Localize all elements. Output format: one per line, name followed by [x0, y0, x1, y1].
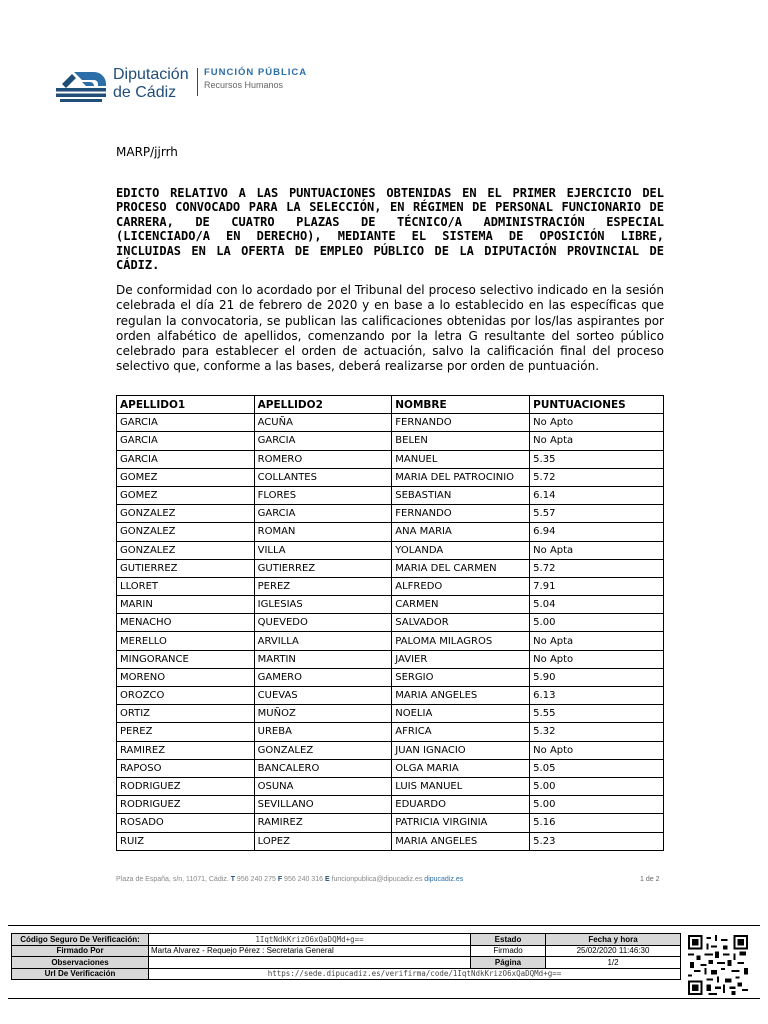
cell-apellido2: GAMERO [254, 668, 392, 686]
cell-apellido1: PEREZ [117, 723, 255, 741]
cell-nombre: YOLANDA [392, 541, 530, 559]
signature-table [11, 933, 681, 980]
edict-title: EDICTO RELATIVO A LAS PUNTUACIONES OBTENIDAS EN EL PRIMER EJERCICIO DEL PROCESO CONVOCADO PARA LA SELECCIÓN, EN RÉGIMEN DE PERSONAL FUNCIONARIO DE CARRERA, DE CUATRO PLAZAS DE TÉCNICO/A ADMINISTRACIÓN ESPECIAL (LICENCIADO/A EN DERECHO), MEDIANTE EL SISTEMA DE OPOSICIÓN LIBRE, INCLUIDAS EN LA OFERTA DE EMPLEO PÚBLICO DE LA DIPUTACIÓN PROVINCIAL DE CÁDIZ. [116, 186, 664, 273]
logo-line1: Diputación [113, 66, 189, 83]
verification-url[interactable]: https://sede.dipucadiz.es/verifirma/code/1IqtNdkKrizO6xQaDQMd+g== [149, 968, 681, 980]
email-label: E [324, 876, 330, 883]
csv-value: 1IqtNdkKrizO6xQaDQMd+g== [149, 934, 471, 946]
cell-puntuacion: No Apta [530, 632, 664, 650]
cell-nombre: MARIA DEL PATROCINIO [392, 468, 530, 486]
cell-apellido1: RAPOSO [117, 759, 255, 777]
cell-nombre: OLGA MARIA [392, 759, 530, 777]
cell-puntuacion: 5.35 [530, 450, 664, 468]
cell-apellido1: OROZCO [117, 687, 255, 705]
table-row [117, 486, 664, 504]
observaciones-label: Observaciones [12, 957, 149, 969]
cell-apellido2: PEREZ [254, 577, 392, 595]
cell-puntuacion: 5.23 [530, 832, 664, 850]
edict-body: De conformidad con lo acordado por el Tribunal del proceso selectivo indicado en la sesión celebrada el día 21 de febrero de 2020 y en base a lo establecido en las específicas que regulan la convocatoria, se publican las calificaciones obtenidas por los/las aspirantes por orden alfabético de apellidos, comenzando por la letra G resultante del sorteo público celebrado para establecer el orden de actuación, salvo la calificación final del proceso selectivo que, conforme a las bases, deberá realizarse por orden de puntuación. [116, 283, 664, 374]
cell-nombre: MARIA ANGELES [392, 687, 530, 705]
pagina-value: 1/2 [546, 957, 681, 969]
cell-nombre: MARIA DEL CARMEN [392, 559, 530, 577]
cell-nombre: SALVADOR [392, 614, 530, 632]
cell-apellido1: MINGORANCE [117, 650, 255, 668]
col-nombre: NOMBRE [392, 396, 530, 414]
cell-puntuacion: No Apto [530, 414, 664, 432]
table-row [117, 741, 664, 759]
cell-puntuacion: No Apto [530, 741, 664, 759]
cell-apellido1: GARCIA [117, 414, 255, 432]
cell-puntuacion: 5.57 [530, 505, 664, 523]
fecha-value: 25/02/2020 11:46:30 [546, 945, 681, 957]
cell-puntuacion: 5.32 [530, 723, 664, 741]
email: funcionpublica@dipucadiz.es [331, 876, 423, 883]
cell-nombre: BELEN [392, 432, 530, 450]
col-apellido1: APELLIDO1 [117, 396, 255, 414]
cell-apellido1: MARIN [117, 596, 255, 614]
table-row [117, 796, 664, 814]
phone-label: T [230, 876, 235, 883]
table-row [117, 541, 664, 559]
cell-nombre: NOELIA [392, 705, 530, 723]
cell-puntuacion: 5.72 [530, 468, 664, 486]
table-row [117, 577, 664, 595]
letterhead [56, 62, 356, 106]
cell-nombre: ANA MARIA [392, 523, 530, 541]
cell-apellido1: GUTIERREZ [117, 559, 255, 577]
cell-apellido1: MENACHO [117, 614, 255, 632]
cell-nombre: MANUEL [392, 450, 530, 468]
department-name: FUNCIÓN PÚBLICA [204, 67, 308, 78]
cell-apellido1: MERELLO [117, 632, 255, 650]
cell-apellido2: GARCIA [254, 505, 392, 523]
cell-nombre: JUAN IGNACIO [392, 741, 530, 759]
cell-apellido1: GONZALEZ [117, 523, 255, 541]
cell-apellido2: SEVILLANO [254, 796, 392, 814]
cell-puntuacion: No Apta [530, 432, 664, 450]
logo-divider [197, 68, 198, 96]
table-row [117, 687, 664, 705]
cell-apellido2: MUÑOZ [254, 705, 392, 723]
cell-nombre: FERNANDO [392, 414, 530, 432]
page-number: 1 de 2 [640, 876, 660, 883]
col-apellido2: APELLIDO2 [254, 396, 392, 414]
cell-puntuacion: No Apta [530, 541, 664, 559]
diputacion-logo-icon [56, 68, 106, 102]
department-block [204, 67, 307, 90]
cell-nombre: CARMEN [392, 596, 530, 614]
table-row [117, 432, 664, 450]
observaciones-value [149, 957, 471, 969]
cell-nombre: PALOMA MILAGROS [392, 632, 530, 650]
cell-puntuacion: 5.90 [530, 668, 664, 686]
document-reference: MARP/jjrrh [116, 145, 178, 159]
cell-apellido2: VILLA [254, 541, 392, 559]
cell-apellido1: RODRIGUEZ [117, 777, 255, 795]
csv-label: Código Seguro De Verificación: [12, 934, 149, 946]
col-puntuaciones: PUNTUACIONES [530, 396, 664, 414]
table-row [117, 505, 664, 523]
cell-nombre: PATRICIA VIRGINIA [392, 814, 530, 832]
table-row [117, 668, 664, 686]
cell-apellido2: ROMERO [254, 450, 392, 468]
table-row [117, 414, 664, 432]
cell-puntuacion: 5.00 [530, 777, 664, 795]
cell-nombre: SEBASTIAN [392, 486, 530, 504]
estado-label: Estado [471, 934, 546, 946]
cell-nombre: AFRICA [392, 723, 530, 741]
cell-puntuacion: 5.00 [530, 614, 664, 632]
table-row [117, 814, 664, 832]
cell-apellido2: ACUÑA [254, 414, 392, 432]
firmado-value: Marta Alvarez - Requejo Pérez : Secretaria General [149, 945, 471, 957]
cell-nombre: SERGIO [392, 668, 530, 686]
cell-apellido2: FLORES [254, 486, 392, 504]
cell-apellido2: GONZALEZ [254, 741, 392, 759]
cell-puntuacion: 5.05 [530, 759, 664, 777]
cell-apellido2: OSUNA [254, 777, 392, 795]
cell-apellido1: RODRIGUEZ [117, 796, 255, 814]
cell-puntuacion: 5.00 [530, 796, 664, 814]
table-row [117, 777, 664, 795]
cell-apellido1: GARCIA [117, 450, 255, 468]
table-row [117, 614, 664, 632]
fecha-label: Fecha y hora [546, 934, 681, 946]
cell-puntuacion: 5.04 [530, 596, 664, 614]
table-row [117, 723, 664, 741]
cell-apellido2: RAMIREZ [254, 814, 392, 832]
cell-apellido1: GONZALEZ [117, 505, 255, 523]
table-row [117, 632, 664, 650]
cell-apellido2: IGLESIAS [254, 596, 392, 614]
estado-value: Firmado [471, 945, 546, 957]
cell-apellido2: GUTIERREZ [254, 559, 392, 577]
cell-apellido1: GOMEZ [117, 468, 255, 486]
cell-puntuacion: 5.55 [530, 705, 664, 723]
scores-table [116, 395, 664, 851]
address: Plaza de España, s/n, 11071, Cádiz. [116, 876, 229, 883]
logo-line2: de Cádiz [113, 84, 177, 101]
cell-apellido2: ARVILLA [254, 632, 392, 650]
table-row [117, 468, 664, 486]
subdepartment-name: Recursos Humanos [204, 80, 284, 90]
cell-apellido2: COLLANTES [254, 468, 392, 486]
qr-code-icon [688, 935, 748, 995]
cell-apellido2: QUEVEDO [254, 614, 392, 632]
cell-apellido1: GOMEZ [117, 486, 255, 504]
phone: 956 240 275 [236, 876, 276, 883]
table-row [117, 832, 664, 850]
cell-puntuacion: 6.94 [530, 523, 664, 541]
cell-nombre: LUIS MANUEL [392, 777, 530, 795]
cell-puntuacion: 6.13 [530, 687, 664, 705]
pagina-label: Página [471, 957, 546, 969]
cell-apellido2: MARTIN [254, 650, 392, 668]
cell-puntuacion: 7.91 [530, 577, 664, 595]
cell-apellido2: GARCIA [254, 432, 392, 450]
website-link[interactable]: dipucadiz.es [424, 876, 464, 883]
cell-apellido2: ROMAN [254, 523, 392, 541]
cell-apellido1: MORENO [117, 668, 255, 686]
table-row [117, 450, 664, 468]
cell-puntuacion: 6.14 [530, 486, 664, 504]
cell-apellido1: GARCIA [117, 432, 255, 450]
table-row [117, 559, 664, 577]
cell-apellido1: GONZALEZ [117, 541, 255, 559]
cell-nombre: ALFREDO [392, 577, 530, 595]
table-header-row [117, 396, 664, 414]
cell-apellido2: LOPEZ [254, 832, 392, 850]
table-row [117, 759, 664, 777]
fax-label: F [277, 876, 283, 883]
cell-puntuacion: 5.16 [530, 814, 664, 832]
cell-puntuacion: 5.72 [530, 559, 664, 577]
logo-text [113, 66, 189, 102]
cell-apellido1: RAMIREZ [117, 741, 255, 759]
cell-apellido2: CUEVAS [254, 687, 392, 705]
cell-nombre: FERNANDO [392, 505, 530, 523]
fax: 956 240 316 [284, 876, 323, 883]
firmado-label: Firmado Por [12, 945, 149, 957]
cell-nombre: MARIA ANGELES [392, 832, 530, 850]
cell-apellido1: RUIZ [117, 832, 255, 850]
cell-apellido2: BANCALERO [254, 759, 392, 777]
cell-apellido1: ORTIZ [117, 705, 255, 723]
cell-apellido1: ROSADO [117, 814, 255, 832]
cell-apellido2: UREBA [254, 723, 392, 741]
table-row [117, 596, 664, 614]
footer-address [116, 876, 463, 883]
cell-puntuacion: No Apto [530, 650, 664, 668]
url-label: Url De Verificación [12, 968, 149, 980]
table-row [117, 650, 664, 668]
cell-nombre: EDUARDO [392, 796, 530, 814]
cell-apellido1: LLORET [117, 577, 255, 595]
table-row [117, 705, 664, 723]
cell-nombre: JAVIER [392, 650, 530, 668]
table-row [117, 523, 664, 541]
